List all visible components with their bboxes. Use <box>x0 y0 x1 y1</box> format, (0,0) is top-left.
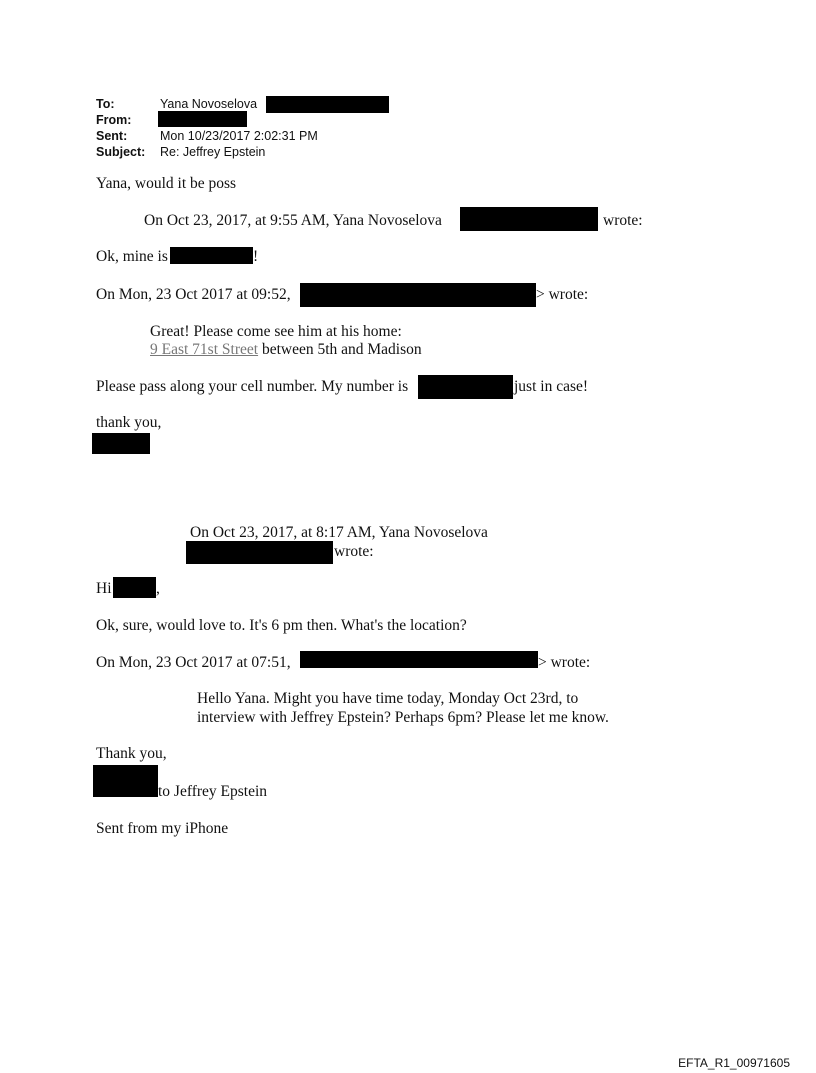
quote2-line-2 <box>150 341 422 359</box>
redaction-email-3 <box>186 541 333 564</box>
just-in-case-text: just in case! <box>514 378 589 395</box>
redaction-email-1 <box>460 207 598 231</box>
to-label: To: <box>96 97 115 111</box>
redaction-signature-2 <box>93 765 158 797</box>
sent-label: Sent: <box>96 129 128 143</box>
quote4-line-2: interview with Jeffrey Epstein? Perhaps 6pm? Please let me know. <box>197 709 609 726</box>
to-jeffrey-epstein: to Jeffrey Epstein <box>158 783 268 800</box>
from-label: From: <box>96 113 132 127</box>
quote1-header: On Oct 23, 2017, at 9:55 AM, Yana Novoselova <box>144 212 442 229</box>
thank-you-2: Thank you, <box>96 745 167 762</box>
body-line-1: Yana, would it be poss <box>96 175 237 192</box>
subject-value: Re: Jeffrey Epstein <box>160 145 266 159</box>
sent-value: Mon 10/23/2017 2:02:31 PM <box>160 129 318 143</box>
redaction-name <box>113 577 156 598</box>
address-rest: between 5th and Madison <box>258 341 422 358</box>
subject-label: Subject: <box>96 145 146 159</box>
redaction-from <box>158 111 247 127</box>
hi-text: Hi <box>96 580 112 597</box>
thank-you-1: thank you, <box>96 414 162 431</box>
header-from-row <box>96 112 160 128</box>
redaction-email-2 <box>300 283 536 307</box>
redaction-email-4 <box>300 651 538 668</box>
address-link[interactable]: 9 East 71st Street <box>150 341 259 358</box>
mine-is-text: Ok, mine is <box>96 248 168 265</box>
header-to-row <box>96 96 257 112</box>
header-subject-row <box>96 144 265 160</box>
redaction-number-1 <box>170 247 253 264</box>
quote4-header: On Mon, 23 Oct 2017 at 07:51, <box>96 654 291 671</box>
quote2-header: On Mon, 23 Oct 2017 at 09:52, <box>96 286 291 303</box>
to-value: Yana Novoselova <box>160 97 258 111</box>
header-sent-row <box>96 128 318 144</box>
quote1-wrote: wrote: <box>603 212 643 229</box>
hi-comma: , <box>156 580 160 597</box>
quote2-wrote: > wrote: <box>536 286 589 303</box>
redaction-to-email <box>266 96 389 113</box>
sent-from-iphone: Sent from my iPhone <box>96 820 229 837</box>
mine-is-exclaim: ! <box>253 248 259 265</box>
quote4-line-1: Hello Yana. Might you have time today, Monday Oct 23rd, to <box>197 690 579 707</box>
quote2-line-1: Great! Please come see him at his home: <box>150 323 402 340</box>
redaction-signature-1 <box>92 433 150 454</box>
quote3-wrote: wrote: <box>334 543 374 560</box>
quote4-wrote: > wrote: <box>538 654 591 671</box>
redaction-number-2 <box>418 375 513 399</box>
document-id: EFTA_R1_00971605 <box>678 1056 790 1070</box>
quote3-header: On Oct 23, 2017, at 8:17 AM, Yana Novoselova <box>190 524 488 541</box>
ok-sure-text: Ok, sure, would love to. It's 6 pm then. What's the location? <box>96 617 467 634</box>
pass-along-text: Please pass along your cell number. My number is <box>96 378 409 395</box>
